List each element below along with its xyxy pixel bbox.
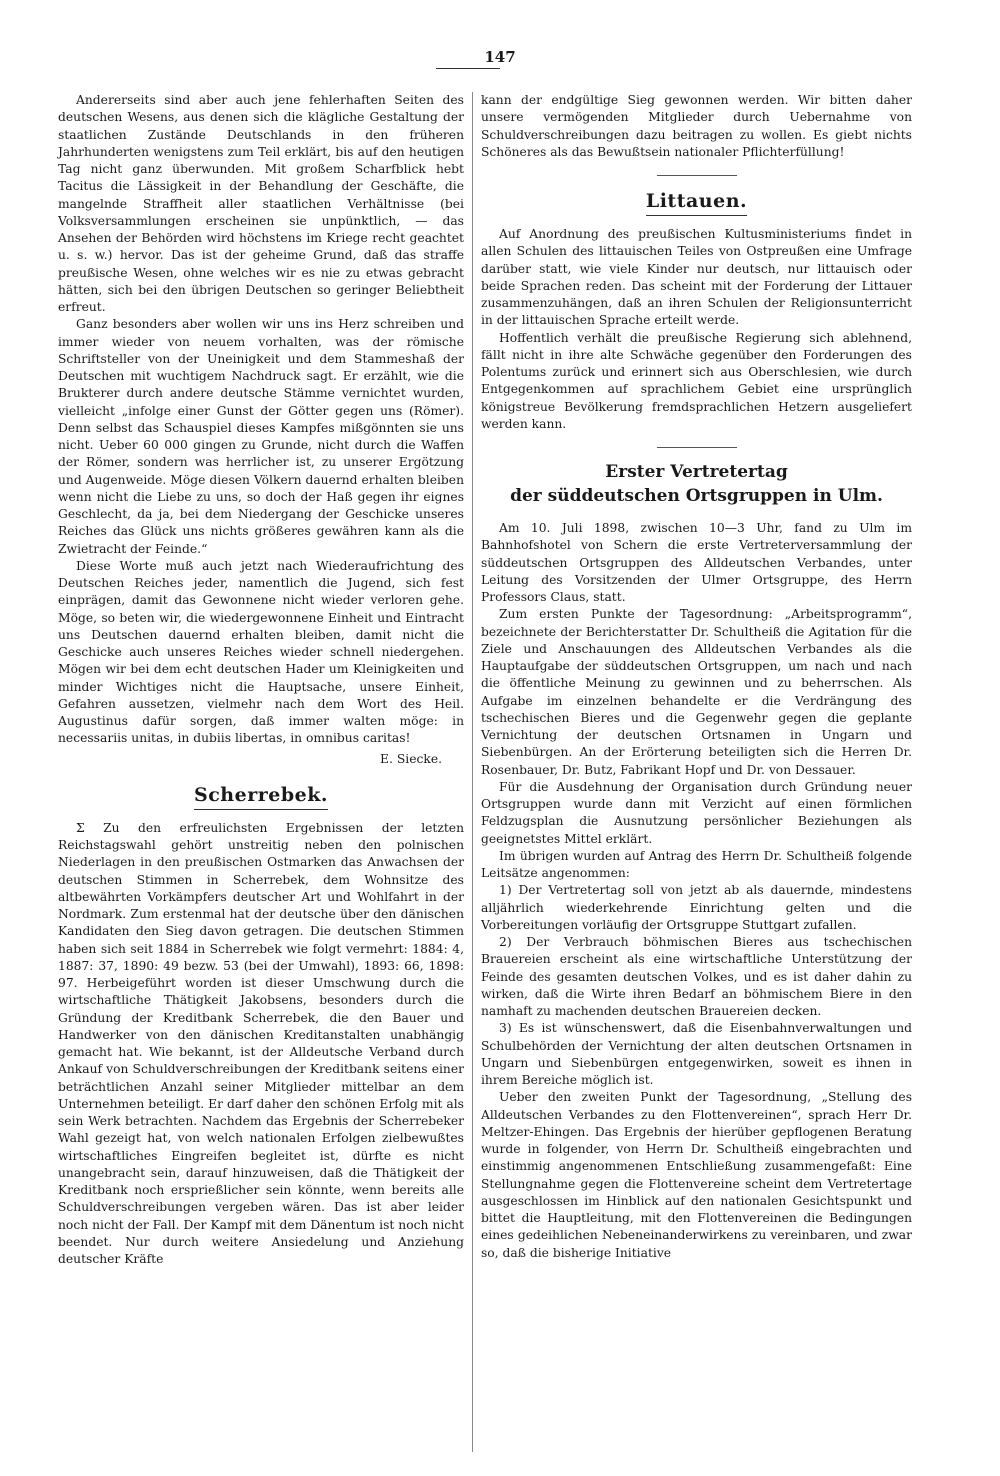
- section-separator: [657, 175, 737, 176]
- section-heading-scherrebek: [58, 782, 464, 810]
- section-separator: [657, 447, 737, 448]
- column-divider: [472, 92, 473, 1452]
- page-number-rule: [436, 68, 500, 69]
- paragraph: Andererseits sind aber auch jene fehlerhaften Seiten des deutschen Wesens, aus denen sich die klägliche Gestaltung der staatlichen Zustände Deutschlands in den früheren Jahrhunderten wenigstens zum Teil erklärt, bis auf den heutigen Tag nicht ganz überwunden. Mit großem Scharfblick hebt Tacitus die Lässigkeit in der Behandlung der Geschäfte, die mangelnde Straffheit aller staatlichen Verhältnisse (bei Volksversammlungen erscheinen sie unpünktlich, — das Ansehen der Behörden wird höchstens im Kriege recht geachtet u. s. w.) hervor. Das ist der geheime Grund, daß das straffe preußische Wesen, ohne welches wir es nie zu etwas gebracht hätten, sich bei den übrigen Deutschen so geringer Beliebtheit erfreut.: [58, 93, 464, 314]
- paragraph: Für die Ausdehnung der Organisation durch Gründung neuer Ortsgruppen wurde dann mit Verzicht auf einen förmlichen Feldzugsplan die Ausnutzung persönlicher Beziehungen als geeignetstes Mittel erklärt.: [481, 779, 912, 846]
- right-column: [481, 92, 912, 1262]
- paragraph: Ganz besonders aber wollen wir uns ins Herz schreiben und immer wieder von neuem vorhalten, was der römische Schriftsteller von der Uneinigkeit und dem Stammeshaß der Deutschen mit wuchtigem Nachdruck sagt. Er erzählt, wie die Brukterer durch andere deutsche Stämme vernichtet wurden, vielleicht „infolge einer Gunst der Götter gegen uns (Römer). Denn selbst das Schauspiel dieses Kampfes mißgönnten sie uns nicht. Ueber 60 000 gingen zu Grunde, nicht durch die Waffen der Römer, sondern was herrlicher ist, zu unserer Ergötzung und Augenweide. Möge diesen Völkern dauernd erhalten bleiben wenn nicht die Liebe zu uns, so doch der Haß gegen ihr eignes Geschlecht, da ja, bei dem Niedergang der Geschicke unseres Reiches das Glück uns nichts größeres gewähren kann als die Zwietracht der Feinde.“: [58, 317, 464, 556]
- left-column: [58, 92, 464, 1268]
- paragraph: 1) Der Vertretertag soll von jetzt ab als dauernde, mindestens alljährlich wiederkehrende Einrichtung gelten und die Vorbereitungen vorläufig der Ortsgruppe Stuttgart zufallen.: [481, 883, 912, 932]
- page-number: 147: [484, 48, 516, 66]
- section-heading-littauen: [481, 188, 912, 216]
- paragraph: kann der endgültige Sieg gewonnen werden. Wir bitten daher unsere vermögenden Mitglieder durch Uebernahme von Schuldverschreibungen dazu beitragen zu wollen. Es giebt nichts Schöneres als das Bewußtsein nationaler Pflichterfüllung!: [481, 93, 912, 159]
- paragraph: 3) Es ist wünschenswert, daß die Eisenbahnverwaltungen und Schulbehörden der Vernichtung der alten deutschen Ortsnamen in Ungarn und Siebenbürgen entgegenwirken, soweit es ihnen in ihrem Bereiche möglich ist.: [481, 1021, 912, 1087]
- paragraph: Zum ersten Punkte der Tagesordnung: „Arbeitsprogramm“, bezeichnete der Berichterstatter Dr. Schultheiß die Agitation für die Ziele und Anschauungen des Alldeutschen Verbandes als die Hauptaufgabe der süddeutschen Ortsgruppen, um nach und nach die öffentliche Meinung zu gewinnen und zu beherrschen. Als Aufgabe im einzelnen behandelte er die Verdrängung des tschechischen Bieres und die Gegenwehr gegen die geplante Vernichtung der deutschen Ortsnamen in Ungarn und Siebenbürgen. An der Erörterung beteiligten sich die Herren Dr. Rosenbauer, Dr. Butz, Fabrikant Hopf und Dr. von Dessauer.: [481, 607, 912, 777]
- paragraph: Am 10. Juli 1898, zwischen 10—3 Uhr, fand zu Ulm im Bahnhofshotel von Schern die erste Vertreterversammlung der süddeutschen Ortsgruppen des Alldeutschen Verbandes, unter Leitung des Vorsitzenden der Ulmer Ortsgruppe, des Herrn Professors Claus, statt.: [481, 521, 912, 604]
- paragraph: Hoffentlich verhält die preußische Regierung sich ablehnend, fällt nicht in ihre alte Schwäche gegenüber den Forderungen des Polentums zurück und erinnert sich aus Oberschlesien, wie durch Entgegenkommen auf sprachlichem Gebiet eine ursprünglich königstreue Bevölkerung fremdsprachlichen Hetzern ausgeliefert werden kann.: [481, 330, 912, 431]
- paragraph: 2) Der Verbrauch böhmischen Bieres aus tschechischen Brauereien erscheint als eine wirtschaftliche Unterstützung der Feinde des gesamten deutschen Volkes, und es ist daher dahin zu wirken, daß die Wirte ihren Bedarf an böhmischem Biere in den namhaft zu machenden deutschen Brauereien decken.: [481, 935, 912, 1018]
- paragraph: Im übrigen wurden auf Antrag des Herrn Dr. Schultheiß folgende Leitsätze angenommen:: [481, 848, 912, 880]
- paragraph: Σ Zu den erfreulichsten Ergebnissen der letzten Reichstagswahl gehört unstreitig neben den polnischen Niederlagen in den preußischen Ostmarken das Anwachsen der deutschen Stimmen in Scherrebek, dem Wohnsitze des altbewährten Vorkämpfers deutscher Art und Wohlfahrt in der Nordmark. Zum erstenmal hat der deutsche über den dänischen Kandidaten den Sieg davon getragen. Die deutschen Stimmen haben sich seit 1884 in Scherrebek wie folgt vermehrt: 1884: 4, 1887: 37, 1890: 49 bezw. 53 (bei der Umwahl), 1893: 66, 1898: 97. Herbeigeführt worden ist dieser Umschwung durch die wirtschaftliche Thätigkeit Jakobsens, besonders durch die Gründung der Kreditbank Scherrebek, die den Bauer und Handwerker von den dänischen Kreditanstalten unabhängig gemacht hat. Wie bekannt, ist der Alldeutsche Verband durch Ankauf von Schuldverschreibungen der Kreditbank seitens einer beträchtlichen Anzahl seiner Mitglieder mittelbar an dem Unternehmen beteiligt. Er darf daher den schönen Erfolg mit als sein Werk betrachten. Nachdem das Ergebnis der Scherrebeker Wahl gezeigt hat, von welch nationalen Erfolgen zielbewußtes wirtschaftliches Eingreifen begleitet ist, dürfte es nicht unangebracht sein, darauf hinzuweisen, daß die Thätigkeit der Kreditbank noch ersprießlicher sein könnte, wenn bereits alle Schuldverschreibungen vergeben wären. Das ist aber leider noch nicht der Fall. Der Kampf mit dem Dänentum ist noch nicht beendet. Nur durch weitere Ansiedelung und Anziehung deutscher Kräfte: [58, 820, 464, 1266]
- section-heading-text: Scherrebek.: [194, 782, 328, 810]
- paragraph: Ueber den zweiten Punkt der Tagesordnung, „Stellung des Alldeutschen Verbandes zu den Flottenvereinen“, sprach Herr Dr. Meltzer-Ehingen. Das Ergebnis der hierüber gepflogenen Beratung wurde in folgender, von Herrn Dr. Schultheiß eingebrachten und einstimmig angenommenen Entschließung zusammengefaßt: Eine Stellungnahme gegen die Flottenvereine scheint dem Vertretertage ausgeschlossen im Hinblick auf den nationalen Gesichtspunkt und bittet die Hauptleitung, mit den Flottenvereinen die Bedingungen eines gedeihlichen Nebeneinanderwirkens zu vereinbaren, und zwar so, daß die bisherige Initiative: [481, 1090, 912, 1260]
- section-heading-vertretertag-line1: Erster Vertretertag: [605, 462, 788, 482]
- paragraph: Diese Worte muß auch jetzt nach Wiederaufrichtung des Deutschen Reiches jeder, namentlich die Jugend, sich fest einprägen, damit das Gewonnene nicht wieder verloren gehe. Möge, so beten wir, die wiedergewonnene Einheit und Eintracht uns Deutschen dauernd erhalten bleiben, damit nicht die Geschicke auch unseres Reiches wieder schnell niedergehen. Mögen wir bei dem echt deutschen Hader um Kleinigkeiten und minder Wichtiges nicht die Hauptsache, unsere Einheit, Gefahren aussetzen, vielmehr nach dem Wort des Heil. Augustinus dafür sorgen, daß immer walten möge: in necessariis unitas, in dubiis libertas, in omnibus caritas!: [58, 558, 464, 746]
- author-signature: E. Siecke.: [380, 751, 442, 766]
- paragraph: Auf Anordnung des preußischen Kultusministeriums findet in allen Schulen des littauischen Teiles von Ostpreußen eine Umfrage darüber statt, wie viele Kinder nur deutsch, nur littauisch oder beide Sprachen reden. Das scheint mit der Forderung der Littauer zusammenzuhängen, daß an ihren Schulen der Religionsunterricht in der littauischen Sprache erteilt werde.: [481, 227, 912, 328]
- section-heading-text: Littauen.: [646, 188, 747, 216]
- section-heading-vertretertag-line2: der süddeutschen Ortsgruppen in Ulm.: [510, 486, 883, 506]
